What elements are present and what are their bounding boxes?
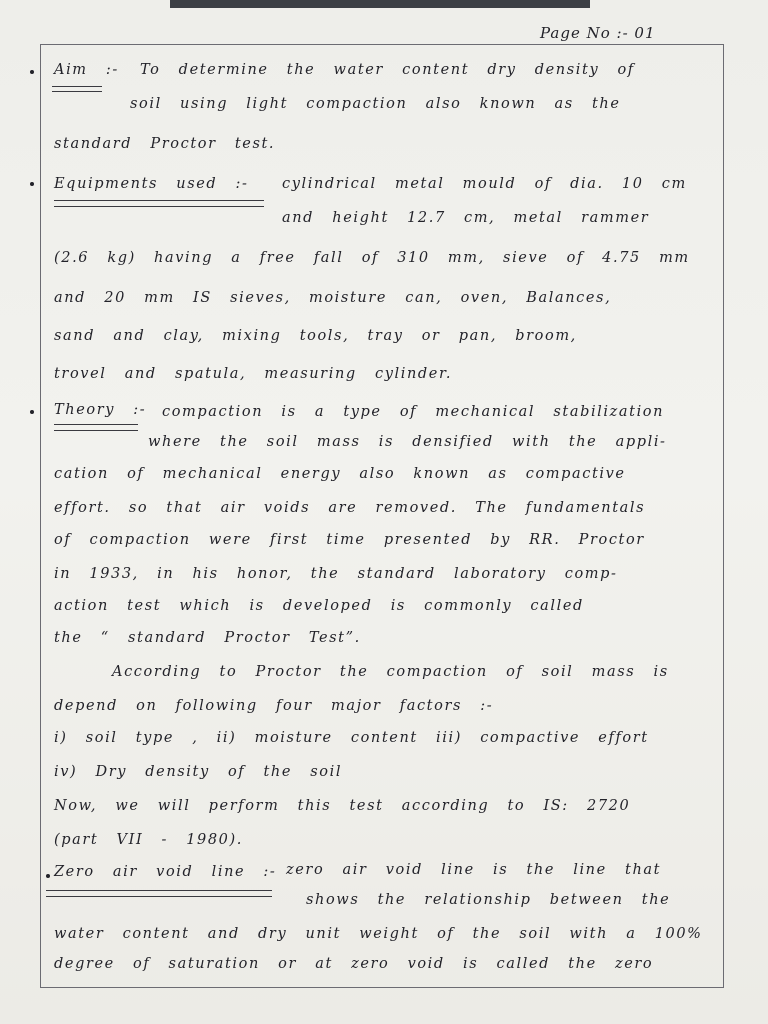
theory-line-3: cation of mechanical energy also known as compactive: [54, 466, 626, 482]
theory-line-9: According to Proctor the compaction of soil mass is: [112, 664, 669, 680]
equipments-line-5: sand and clay, mixing tools, tray or pan, broom,: [54, 328, 577, 344]
aim-line-1: To determine the water content dry density of: [140, 62, 635, 78]
theory-line-5: of compaction were first time presented by RR. Proctor: [54, 532, 645, 548]
theory-heading-underline-2: [54, 430, 138, 431]
theory-heading: Theory :-: [54, 402, 147, 418]
equipments-line-4: and 20 mm IS sieves, moisture can, oven, Balances,: [54, 290, 612, 306]
top-edge-shadow: [170, 0, 590, 8]
aim-line-3: standard Proctor test.: [54, 136, 276, 152]
equipments-line-2: and height 12.7 cm, metal rammer: [282, 210, 650, 226]
zero-air-void-heading: Zero air void line :-: [54, 864, 277, 880]
theory-line-8: the “ standard Proctor Test”.: [54, 630, 361, 646]
zero-air-void-line-2: shows the relationship between the: [306, 892, 671, 908]
equipments-line-3: (2.6 kg) having a free fall of 310 mm, sieve of 4.75 mm: [54, 250, 690, 266]
bullet-equipments: [30, 182, 34, 186]
aim-heading-underline-2: [52, 91, 102, 92]
zero-air-void-line-1: zero air void line is the line that: [286, 862, 662, 878]
theory-line-10: depend on following four major factors :-: [54, 698, 494, 714]
theory-line-12: iv) Dry density of the soil: [54, 764, 343, 780]
theory-line-1: compaction is a type of mechanical stabilization: [162, 404, 665, 420]
theory-line-11: i) soil type , ii) moisture content iii) compactive effort: [54, 730, 649, 746]
bullet-zero-air-void: [46, 874, 50, 878]
zero-air-void-heading-underline-2: [46, 896, 272, 897]
bullet-theory: [30, 410, 34, 414]
equipments-heading: Equipments used :-: [54, 176, 249, 192]
page-number: Page No :- 01: [540, 24, 656, 42]
equipments-line-1: cylindrical metal mould of dia. 10 cm: [282, 176, 687, 192]
aim-heading-underline: [52, 86, 102, 87]
theory-line-4: effort. so that air voids are removed. The fundamentals: [54, 500, 646, 516]
theory-line-6: in 1933, in his honor, the standard laboratory comp-: [54, 566, 618, 582]
theory-line-13: Now, we will perform this test according to IS: 2720: [54, 798, 631, 814]
equipments-heading-underline-2: [54, 206, 264, 207]
aim-heading: Aim :-: [54, 62, 119, 78]
theory-line-14: (part VII - 1980).: [54, 832, 243, 848]
theory-line-2: where the soil mass is densified with the appli-: [148, 434, 667, 450]
equipments-line-6: trovel and spatula, measuring cylinder.: [54, 366, 453, 382]
theory-heading-underline: [54, 424, 138, 425]
aim-line-2: soil using light compaction also known as the: [130, 96, 621, 112]
equipments-heading-underline: [54, 200, 264, 201]
zero-air-void-heading-underline: [46, 890, 272, 891]
bullet-aim: [30, 70, 34, 74]
zero-air-void-line-4: degree of saturation or at zero void is called the zero: [54, 956, 654, 972]
theory-line-7: action test which is developed is commonly called: [54, 598, 584, 614]
zero-air-void-line-3: water content and dry unit weight of the soil with a 100%: [54, 926, 703, 942]
